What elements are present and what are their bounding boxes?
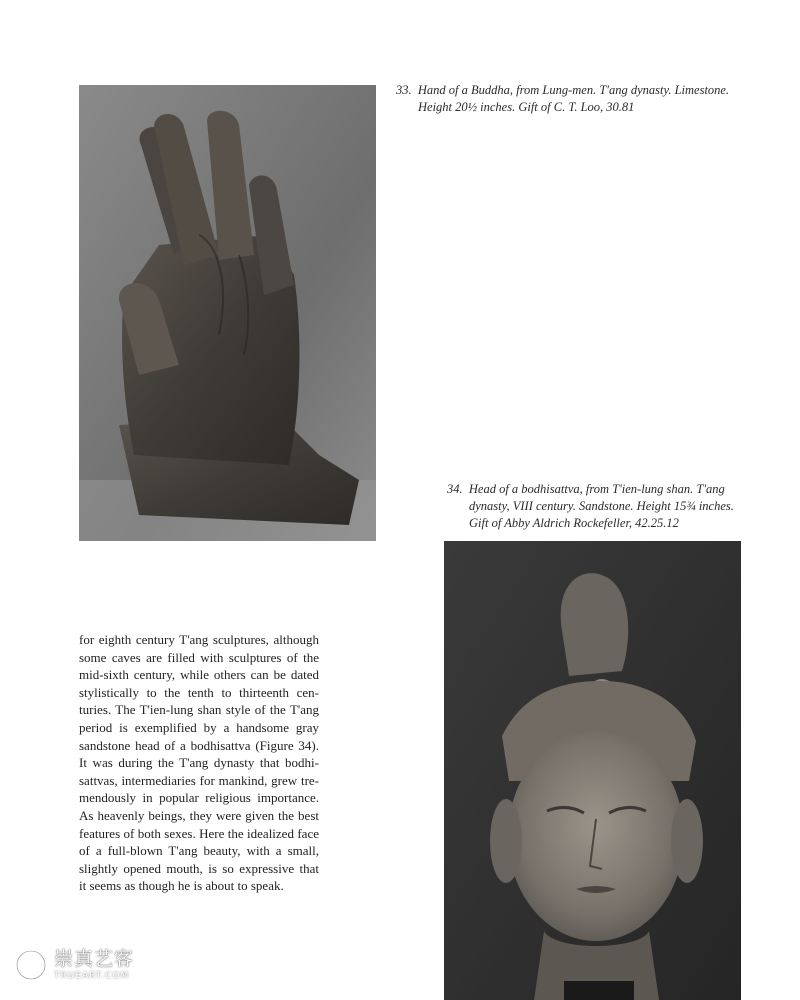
watermark-chinese: 崇真艺客 [54, 947, 135, 970]
figure-34-caption-text-1: Head of a bodhisattva, from T'ien-lung shan. T'ang [468, 482, 725, 496]
body-line: period is exemplified by a handsome gray [79, 719, 319, 735]
body-line: it seems as though he is about to speak. [79, 878, 284, 894]
figure-34-caption-line-3: Gift of Abby Aldrich Rockefeller, 42.25.12 [469, 516, 679, 530]
figure-34-caption-line-1 [447, 481, 767, 498]
body-line: some caves are filled with sculptures of the [79, 649, 319, 665]
body-line: turies. The T'ien-lung shan style of the T'ang [79, 702, 319, 718]
body-line: features of both sexes. Here the idealized face [79, 825, 319, 841]
figure-33-photo [79, 85, 376, 541]
watermark-text [54, 947, 135, 981]
body-line: mendously in popular religious importance. [79, 790, 319, 806]
body-line: mid-sixth century, while others can be dated [79, 667, 319, 683]
figure-33-caption-line-1 [396, 82, 756, 99]
figure-33-number: 33. [396, 83, 412, 97]
body-line: As heavenly beings, they were given the best [79, 807, 319, 823]
watermark [14, 948, 134, 982]
body-paragraph [79, 631, 319, 895]
body-line: of a full-blown T'ang beauty, with a small, [79, 843, 319, 859]
figure-33-caption-line-2: Height 20½ inches. Gift of C. T. Loo, 30.81 [418, 100, 635, 114]
figure-34-caption [447, 481, 767, 532]
body-line: slightly opened mouth, is so expressive that [79, 860, 319, 876]
figure-34-caption-line-2: dynasty, VIII century. Sandstone. Height 15¾ inches. [469, 499, 734, 513]
body-line: It was during the T'ang dynasty that bodhi- [79, 755, 319, 771]
body-line: for eighth century T'ang sculptures, although [79, 632, 319, 647]
body-line: sandstone head of a bodhisattva (Figure 34). [79, 737, 319, 753]
figure-33-caption-text-1: Hand of a Buddha, from Lung-men. T'ang dynasty. Limestone. [417, 83, 730, 97]
figure-34-number: 34. [447, 482, 463, 496]
body-line: stylistically to the tenth to thirteenth cen- [79, 684, 319, 700]
figure-33-caption [396, 82, 756, 116]
head-of-bodhisattva-image [444, 541, 741, 1000]
body-line: sattvas, intermediaries for mankind, grew tre- [79, 772, 319, 788]
watermark-logo-icon [14, 948, 48, 982]
watermark-english: TRUEART.COM [54, 970, 130, 981]
figure-34-photo [444, 541, 741, 1000]
hand-of-buddha-image [79, 85, 376, 541]
